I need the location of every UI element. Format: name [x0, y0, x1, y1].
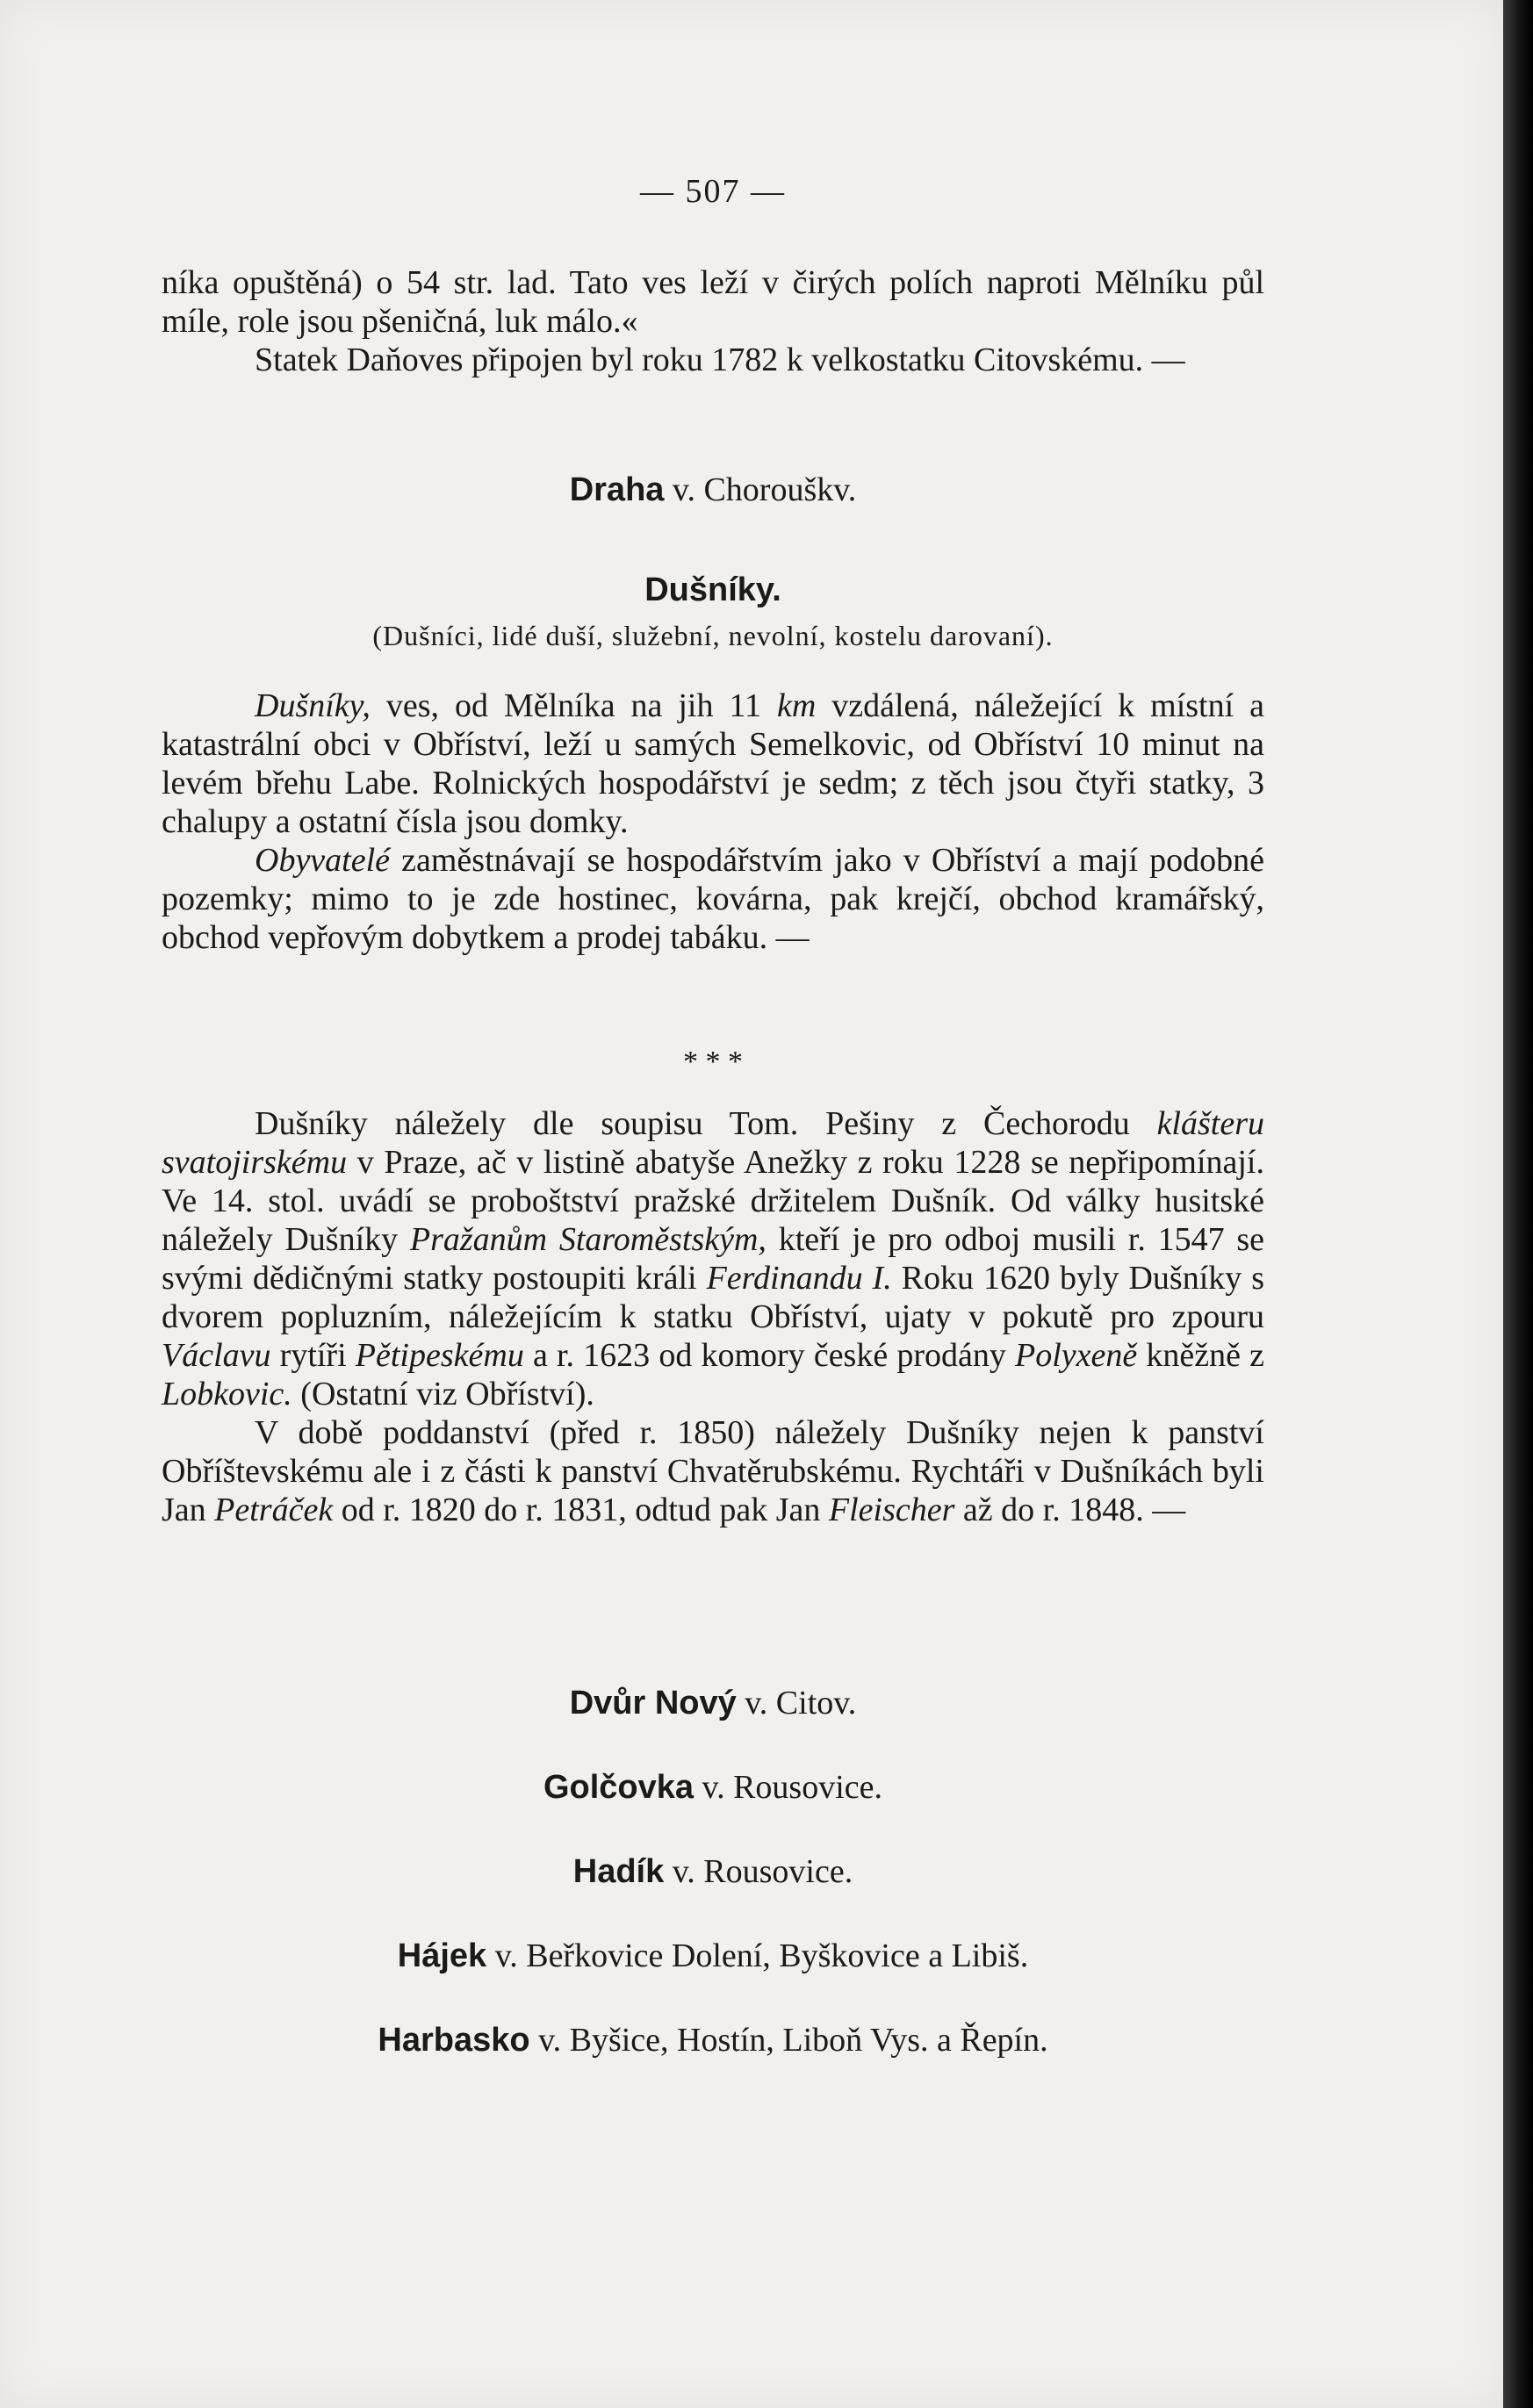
italic-term: Fleischer: [828, 1492, 955, 1528]
intro-paragraph-2: Statek Daňoves připojen byl roku 1782 k velkostatku Citovskému. —: [255, 341, 1185, 378]
italic-term: Obyvatelé: [255, 842, 391, 879]
section-divider-stars: * * *: [683, 1046, 743, 1078]
italic-unit: km: [776, 687, 817, 724]
italic-term: Václavu: [162, 1337, 271, 1374]
entry-reference: v. Byšice, Hostín, Liboň Vys. a Řepín.: [538, 2022, 1048, 2059]
dusniky-heading: [162, 571, 1264, 609]
entry-reference: v. Beřkovice Dolení, Byškovice a Libiš.: [494, 1937, 1029, 1974]
italic-term: Petráček: [214, 1492, 334, 1528]
entry-heading: Dušníky.: [644, 571, 781, 608]
italic-term: Pražanům Staroměstským,: [409, 1221, 766, 1258]
entry-heading: Dvůr Nový: [569, 1685, 737, 1722]
entry-reference: v. Rousovice.: [672, 1853, 853, 1890]
paragraph-text: kněžně z: [1137, 1337, 1265, 1374]
entry-reference: v. Rousovice.: [702, 1769, 883, 1806]
entry-golcovka: [162, 1768, 1264, 1807]
page-edge-shadow: [1503, 0, 1533, 2408]
entry-heading: Golčovka: [543, 1769, 695, 1806]
entry-reference: v. Citov.: [745, 1685, 857, 1722]
page-number: — 507 —: [640, 173, 786, 210]
italic-term: klášteru svatojirskému: [162, 1105, 1264, 1181]
paragraph-location: [162, 686, 1264, 841]
intro-paragraph-1: níka opuštěná) o 54 str. lad. Tato ves leží v čirých polích naproti Mělníku půl míle, role jsou pšeničná, luk málo.«: [162, 264, 1264, 340]
entry-draha: [162, 471, 1264, 509]
italic-term: Pětipeskému: [355, 1337, 524, 1374]
italic-term: Lobkovic.: [162, 1376, 292, 1412]
paragraph-text: kteří je pro odboj musili r. 1547 se svými dědičnými statky postoupiti králi: [162, 1221, 1264, 1297]
entry-heading: Hadík: [572, 1853, 665, 1890]
paragraph-text: Dušníky náležely dle soupisu Tom. Pešiny z Čechorodu: [255, 1105, 1157, 1142]
paragraph-inhabitants: [162, 841, 1264, 957]
paragraph-text: ves, od Mělníka na jih 11: [370, 687, 777, 724]
paragraph-history: [162, 1104, 1264, 1413]
paragraph-text: Roku 1620 byly Dušníky s dvorem popluzním, náležejícím k statku Obříství, ujaty v pokutě pro zpouru: [162, 1260, 1265, 1335]
dusniky-body: [162, 686, 1264, 957]
paragraph-text: (Ostatní viz Obříství).: [291, 1376, 594, 1412]
entry-dvur-novy: [162, 1684, 1264, 1722]
paragraph-text: zaměstnávají se hospodářstvím jako v Obříství a mají podobné pozemky; mimo to je zde hostinec, kovárna, pak krejčí, obchod kramářský, obchod vepřovým dobytkem a prodej tabáku. —: [162, 842, 1264, 956]
dusniky-history: [162, 1104, 1264, 1529]
dusniky-subtitle: (Dušníci, lidé duší, služební, nevolní, kostelu darovaní).: [372, 620, 1054, 651]
paragraph-text: V době poddanství (před r. 1850) náležely Dušníky nejen k panství Obříštevskému ale i z části k panství Chvatěrubskému. Rychtáři v Dušníkách byli Jan: [162, 1414, 1264, 1528]
entry-heading: Hájek: [397, 1937, 487, 1974]
entry-harbasko: [162, 2021, 1264, 2059]
paragraph-text: v Praze, ač v listině abatyše Anežky z roku 1228 se nepřipomínají. Ve 14. stol. uvádí se proboštství pražské držitelem Dušník. Od války husitské náležely Dušníky: [162, 1144, 1264, 1258]
italic-term: Ferdinandu I.: [706, 1260, 892, 1297]
italic-term: Polyxeně: [1015, 1337, 1138, 1374]
entry-heading: Draha: [569, 471, 665, 508]
paragraph-serfdom: [162, 1413, 1264, 1529]
entry-heading: Harbasko: [378, 2022, 530, 2059]
paragraph-text: a r. 1623 od komory české prodány: [523, 1337, 1016, 1374]
intro-text: [162, 263, 1264, 379]
italic-term: Dušníky,: [255, 687, 371, 724]
paragraph-text: od r. 1820 do r. 1831, odtud pak Jan: [333, 1492, 829, 1528]
paragraph-text: rytíři: [270, 1337, 356, 1374]
paragraph-text: až do r. 1848. —: [954, 1492, 1186, 1528]
paragraph-text: vzdálená, náležející k místní a katastrální obci v Obříství, leží u samých Semelkovic, od Obříství 10 minut na levém břehu Labe. Rolnických hospodářství je sedm; z těch jsou čtyři statky, 3 chalupy a ostatní čísla jsou domky.: [162, 687, 1264, 840]
entry-reference: v. Chorouškv.: [672, 471, 857, 508]
entry-hadik: [162, 1852, 1264, 1891]
entry-hajek: [162, 1937, 1264, 1975]
